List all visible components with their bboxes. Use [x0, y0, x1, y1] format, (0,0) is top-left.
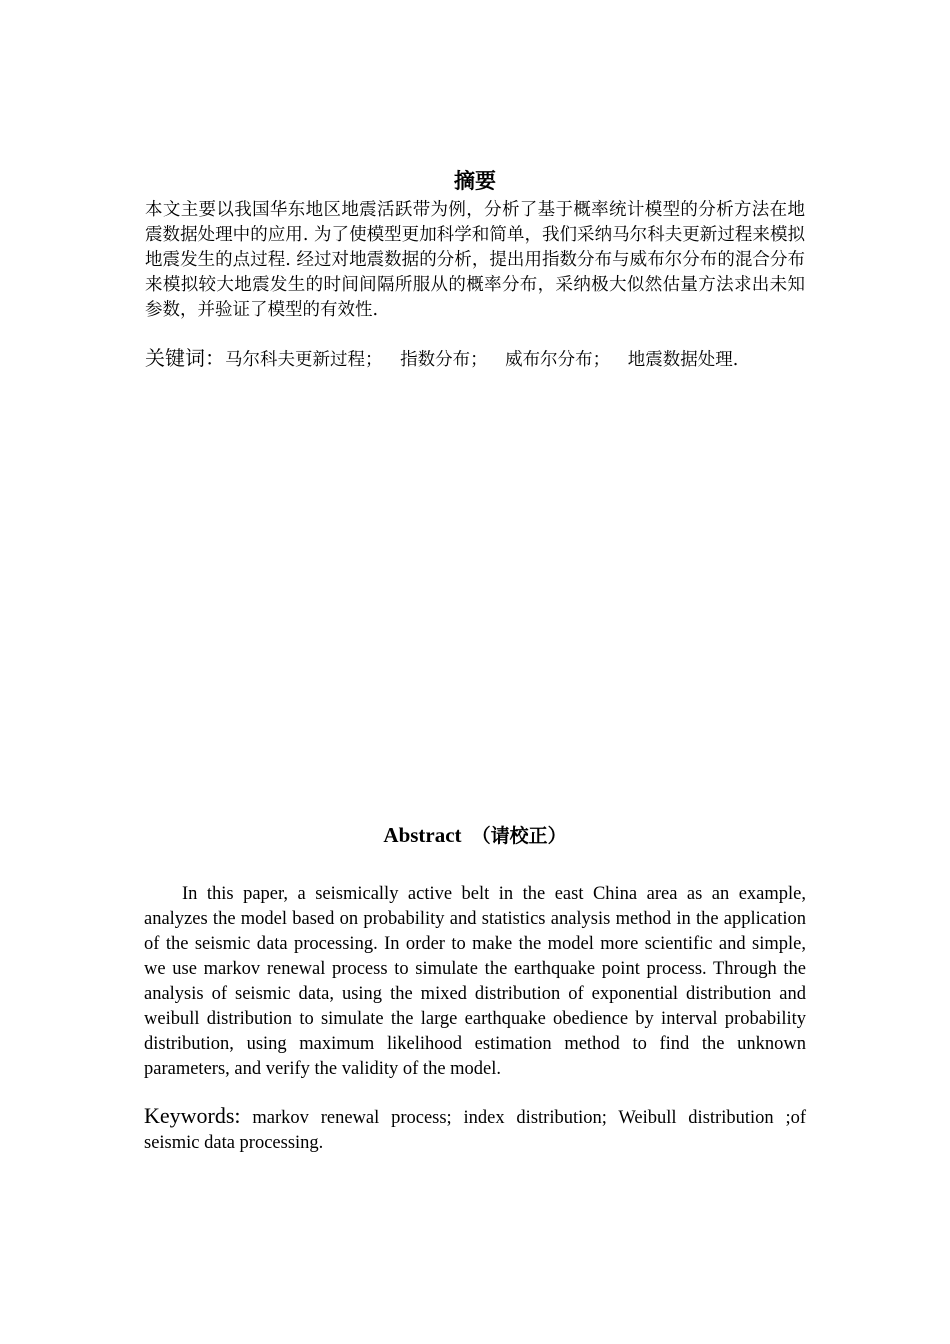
- english-abstract-text: In this paper, a seismically active belt in the east China area as an example, analyzes the model based on probability and statistics analysis method in the application of the seismic data processing. In order to make the model more scientific and simple, we use markov renewal process to simulate the earthquake point process. Through the analysis of seismic data, using the mixed distribution of exponential distribution and weibull distribution to simulate the large earthquake obedience by interval probability distribution, using maximum likelihood estimation method to find the unknown parameters, and verify the validity of the model.: [144, 884, 806, 1079]
- chinese-keywords-label: 关键词：: [145, 346, 225, 370]
- english-keywords-text: markov renewal process; index distribution; Weibull distribution ;of seismic data processing.: [144, 1108, 806, 1153]
- english-keywords-label: Keywords:: [144, 1103, 241, 1128]
- chinese-keywords: [145, 345, 815, 373]
- english-abstract-title: [0, 822, 950, 849]
- english-title-note: （请校正）: [471, 825, 567, 847]
- chinese-keyword-1: 马尔科夫更新过程；: [225, 350, 383, 370]
- chinese-abstract-text: 本文主要以我国华东地区地震活跃带为例，分析了基于概率统计模型的分析方法在地震数据处理中的应用. 为了使模型更加科学和简单，我们采纳马尔科夫更新过程来模拟地震发生的点过程. 经过对地震数据的分析，提出用指数分布与威布尔分布的混合分布来模拟较大地震发生的时间间隔所服从的概率分布，采纳极大似然估量方法求出未知参数，并验证了模型的有效性.: [145, 200, 805, 320]
- chinese-keyword-2: 指数分布；: [400, 350, 488, 370]
- english-abstract-heading: Abstract: [383, 823, 462, 847]
- chinese-abstract-title: 摘要: [454, 169, 496, 193]
- english-keywords: [144, 1103, 806, 1156]
- chinese-keyword-4: 地震数据处理.: [627, 350, 739, 370]
- chinese-keyword-3: 威布尔分布；: [505, 350, 611, 370]
